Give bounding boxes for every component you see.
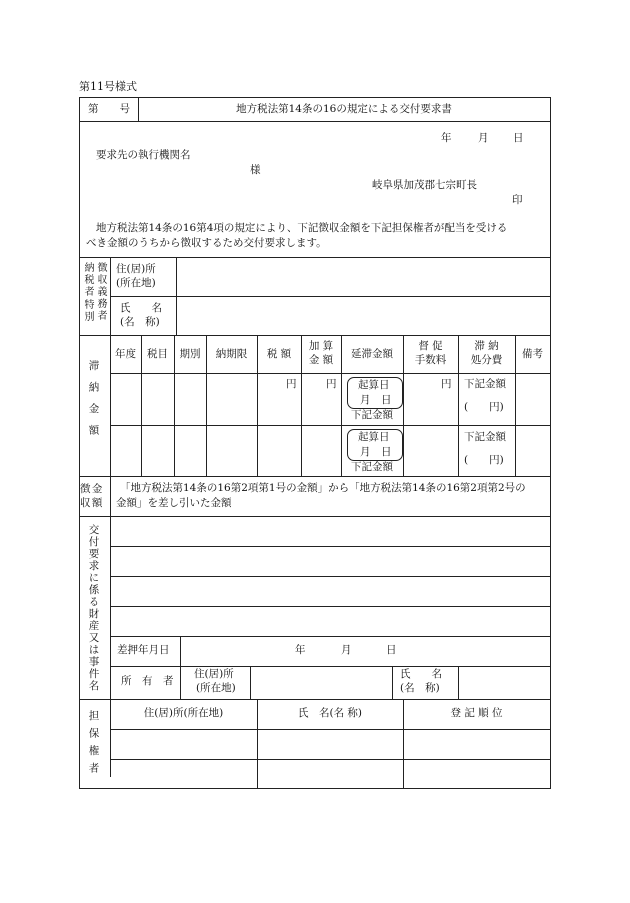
row-divider xyxy=(80,476,550,477)
col-header-year: 年度 xyxy=(115,348,136,360)
start-date-below-amount: 下記金額 xyxy=(351,409,393,421)
request-form-sheet xyxy=(79,97,551,789)
collect-amount-label: 徴 金 xyxy=(80,483,102,495)
col-header-period: 期別 xyxy=(179,348,201,360)
row-divider xyxy=(110,425,550,426)
taxpayer-side-label: 納税者 xyxy=(82,262,93,298)
owner-address-sub-label: (所在地) xyxy=(196,682,236,694)
start-date-month-day: 月 日 xyxy=(360,394,392,406)
owner-name-field[interactable] xyxy=(459,667,550,698)
date-month: 月 xyxy=(478,132,489,144)
owner-label: 所 有 者 xyxy=(121,675,174,687)
date-year: 年 xyxy=(441,132,452,144)
taxpayer-name-sub-label: (名 称) xyxy=(120,316,160,328)
collect-amount-text-1: 「地方税法第14条の16第2項第1号の金額」から「地方税法第14条の16第2項第2号の xyxy=(120,482,526,494)
seizure-date-day: 日 xyxy=(386,644,397,656)
row-divider xyxy=(80,335,550,336)
col-header-tax-amount: 税 額 xyxy=(266,348,292,360)
seal-mark: 印 xyxy=(512,194,523,206)
owner-address-field[interactable] xyxy=(251,667,391,698)
arrears-side-label: 滞納金額 xyxy=(87,360,100,446)
disposition-paren-yen: ( 円) xyxy=(464,401,504,413)
owner-name-sub-label: (名 称) xyxy=(400,682,440,694)
collection-duty-side-label: 徴収義務者 xyxy=(95,262,106,322)
special-side-label: 特別 xyxy=(82,299,93,323)
seizure-date-year: 年 xyxy=(295,644,306,656)
form-number-label: 第11号様式 xyxy=(79,80,137,93)
tax-amount-yen-unit: 円 xyxy=(286,378,297,390)
statement-line-1: 地方税法第14条の16第4項の規定により、下記徴収金額を下記担保権者が配当を受ける xyxy=(96,222,508,234)
property-line-2[interactable] xyxy=(111,547,550,575)
statement-line-2: べき金額のうちから徴収するため交付要求します。 xyxy=(86,237,327,249)
col-divider xyxy=(180,636,181,666)
security-holder-side-label: 担保権者 xyxy=(87,710,100,780)
taxpayer-name-field[interactable] xyxy=(177,297,550,334)
additional-yen-unit: 円 xyxy=(326,378,337,390)
property-line-4[interactable] xyxy=(111,607,550,635)
col-header-holder-name: 氏 名(名 称) xyxy=(297,707,363,719)
document-title: 地方税法第14条の16の規定による交付要求書 xyxy=(236,103,452,115)
collect-amount-text-2: 金額」を差し引いた金額 xyxy=(116,497,232,509)
disposition-below-amount: 下記金額 xyxy=(464,431,506,443)
property-side-label: 交付要求に係る財産又は事件名 xyxy=(87,524,100,692)
row-divider xyxy=(110,636,550,637)
row-divider xyxy=(80,699,550,700)
property-line-3[interactable] xyxy=(111,577,550,605)
col-header-registration-rank: 登 記 順 位 xyxy=(450,707,503,719)
date-day: 日 xyxy=(513,132,524,144)
row-divider xyxy=(80,121,550,122)
owner-name-label: 氏 名 xyxy=(400,668,442,680)
col-header-disposition-fee: 滞 納 xyxy=(474,340,499,352)
property-line-1[interactable] xyxy=(111,517,550,545)
addressee-label: 要求先の執行機関名 xyxy=(96,149,191,161)
col-header-reminder-fee: 督 促 xyxy=(418,340,443,352)
security-holder-row-1[interactable] xyxy=(111,730,550,758)
col-header-holder-address: 住(居)所(所在地) xyxy=(143,707,224,719)
reminder-fee-yen-unit: 円 xyxy=(441,378,452,390)
col-header-additional-sub: 金 額 xyxy=(308,354,334,366)
col-header-additional: 加 算 xyxy=(308,340,334,352)
col-header-due-date: 納期限 xyxy=(215,348,248,360)
taxpayer-address-label: 住(居)所 xyxy=(116,263,156,275)
issuer-name: 岐阜県加茂郡七宗町長 xyxy=(372,179,477,191)
col-header-delay-charge: 延滞金額 xyxy=(351,348,393,360)
col-header-reminder-fee-sub: 手数料 xyxy=(414,354,447,366)
honorific-sama: 様 xyxy=(250,164,261,176)
taxpayer-name-label: 氏 名 xyxy=(120,302,162,314)
document-number-field[interactable]: 第 号 xyxy=(88,103,130,115)
taxpayer-address-sub-label: (所在地) xyxy=(116,277,156,289)
seizure-date-month: 月 xyxy=(341,644,352,656)
row-divider xyxy=(110,373,550,374)
owner-address-label: 住(居)所 xyxy=(194,668,234,680)
taxpayer-address-field[interactable] xyxy=(177,258,550,295)
seizure-date-label: 差押年月日 xyxy=(117,644,170,656)
collect-amount-label-sub: 収 額 xyxy=(80,497,102,509)
col-divider xyxy=(392,666,393,699)
start-date-month-day: 月 日 xyxy=(360,446,392,458)
col-header-tax-item: 税目 xyxy=(147,348,168,360)
disposition-below-amount: 下記金額 xyxy=(464,378,506,390)
start-date-below-amount: 下記金額 xyxy=(351,461,393,473)
start-date-label: 起算日 xyxy=(358,379,390,391)
col-header-disposition-fee-sub: 処分費 xyxy=(470,354,503,366)
security-holder-row-2[interactable] xyxy=(111,760,550,788)
start-date-label: 起算日 xyxy=(358,431,390,443)
col-divider xyxy=(180,666,181,699)
disposition-paren-yen: ( 円) xyxy=(464,454,504,466)
col-header-remarks: 備考 xyxy=(522,348,543,360)
